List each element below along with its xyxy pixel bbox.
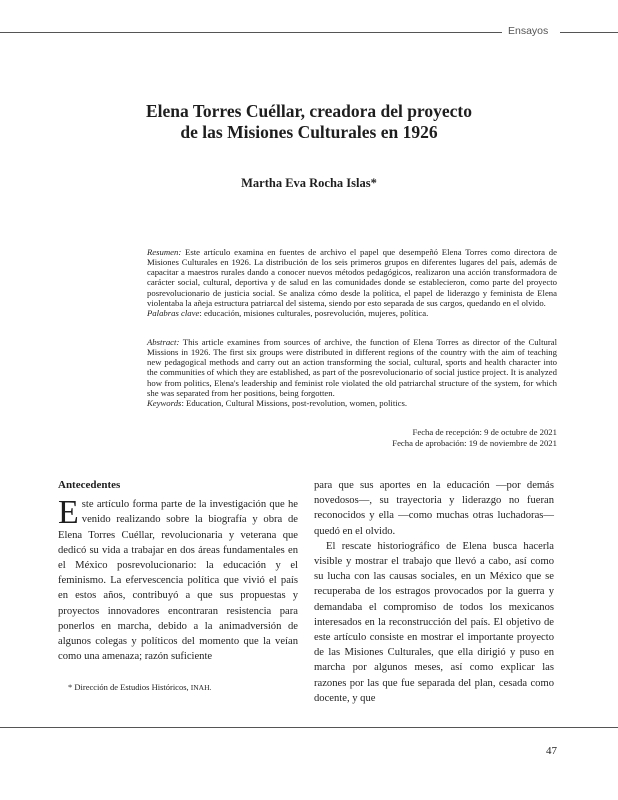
section-heading: Antecedentes <box>58 479 121 491</box>
keywords-en-label: Keywords <box>147 397 182 408</box>
abstract-es-label: Resumen: <box>147 247 182 257</box>
body-paragraph-2: El rescate historiográfico de Elena busca hacerla visible y mostrar el trabajo que llevó a cabo, así como su lucha con las causas sociales, en un México que se recuperaba de los estragos provocados por la guerra y demandaba el compromiso de todos los mexicanos interesados en la reconstrucción del país. El objetivo de este artículo consiste en mostrar el importante proyecto de las Misiones Culturales, que ella dirigió y puso en marcha por algunos meses, así como explicar las razones por las que fue separada del plan, cesada como docente, y que <box>314 540 554 704</box>
body-paragraph-1 <box>58 494 298 664</box>
abstract-spanish <box>147 247 557 318</box>
header-rule-left <box>0 32 502 33</box>
abstract-es-paragraph <box>147 247 557 308</box>
footnote-text: * Dirección de Estudios Históricos, <box>68 682 191 692</box>
keywords-es-text: : educación, misiones culturales, posrevolución, mujeres, política. <box>199 307 429 318</box>
title-line-1: Elena Torres Cuéllar, creadora del proyecto <box>146 101 472 121</box>
abstract-en-label: Abstract: <box>147 337 180 347</box>
author-name: Martha Eva Rocha Islas* <box>241 176 377 190</box>
keywords-es-label: Palabras clave <box>147 307 200 318</box>
date-received: Fecha de recepción: 9 de octubre de 2021 <box>412 427 557 437</box>
date-approved: Fecha de aprobación: 19 de noviembre de 2021 <box>392 437 557 448</box>
abstract-en-paragraph <box>147 337 557 398</box>
keywords-es <box>147 308 557 318</box>
keywords-en <box>147 398 557 408</box>
body-paragraph-1-text: ste artículo forma parte de la investigación que he venido realizando sobre la biografía y obra de Elena Torres Cuéllar, revolucionaria y veterana que dedicó su vida a trabajar en dos áreas fundamentales en el México posrevolucionario: la educación y el feminismo. La efervescencia política que vivió el país en estos años, contribuyó a que sus propuestas y proyectos innovadores encontraran resistencia para ponerlos en marcha, debido a la animadversión de algunos colegas y políticos del momento que la veían como una amenaza; razón suficiente <box>58 499 298 663</box>
body-column-left <box>58 478 298 664</box>
footer-rule <box>0 727 618 728</box>
abstract-english <box>147 337 557 408</box>
abstract-es-text: Este artículo examina en fuentes de archivo el papel que desempeñó Elena Torres como directora de Misiones Culturales en 1926. La distribución de los seis primeros grupos en diferentes lugares del país, además de capacitar a maestros rurales dando a conocer nuevos métodos pedagógicos, realizaron una acción transformadora de carácter social, cultural, deportiva y de salud en las comunidades donde se establecieron, como parte del proyecto posrevolucionario de justicia social. Se analiza cómo desde la política, el papel de liderazgo y feminista de Elena violentaba la añeja estructura patriarcal del sistema, siendo por esto separada de sus cargos, quedando en el olvido. <box>147 247 557 308</box>
header-rule-right <box>560 32 618 33</box>
page-number: 47 <box>546 745 557 757</box>
dates-block <box>392 427 557 448</box>
body-paragraph-1-cont: para que sus aportes en la educación —por demás novedosos—, su trayectoria y liderazgo no fueran reconocidos y ella —como muchas otras luchadoras— quedó en el olvido. <box>314 480 554 537</box>
footnote <box>68 682 211 692</box>
drop-cap: E <box>58 494 79 532</box>
abstract-en-text: This article examines from sources of archive, the function of Elena Torres as director of the Cultural Missions in 1926. The first six groups were distributed in different regions of the country with the aim of teaching new pedagogical methods and carry out an action transforming the social, cultural, sports and health character into the communities of which they are established, as part of the posrevolucionario of social justice project. It is analyzed how from politics, Elena's leadership and feminist role violated the old patriarchal structure of the system, for which she was separated from her positions, being forgotten. <box>147 337 557 398</box>
keywords-en-text: : Education, Cultural Missions, post-revolution, women, politics. <box>181 397 408 408</box>
footnote-institution: INAH. <box>190 683 212 692</box>
section-label: Ensayos <box>508 25 549 37</box>
title-line-2: de las Misiones Culturales en 1926 <box>180 122 438 142</box>
body-column-right <box>314 478 554 706</box>
article-title <box>0 101 618 143</box>
